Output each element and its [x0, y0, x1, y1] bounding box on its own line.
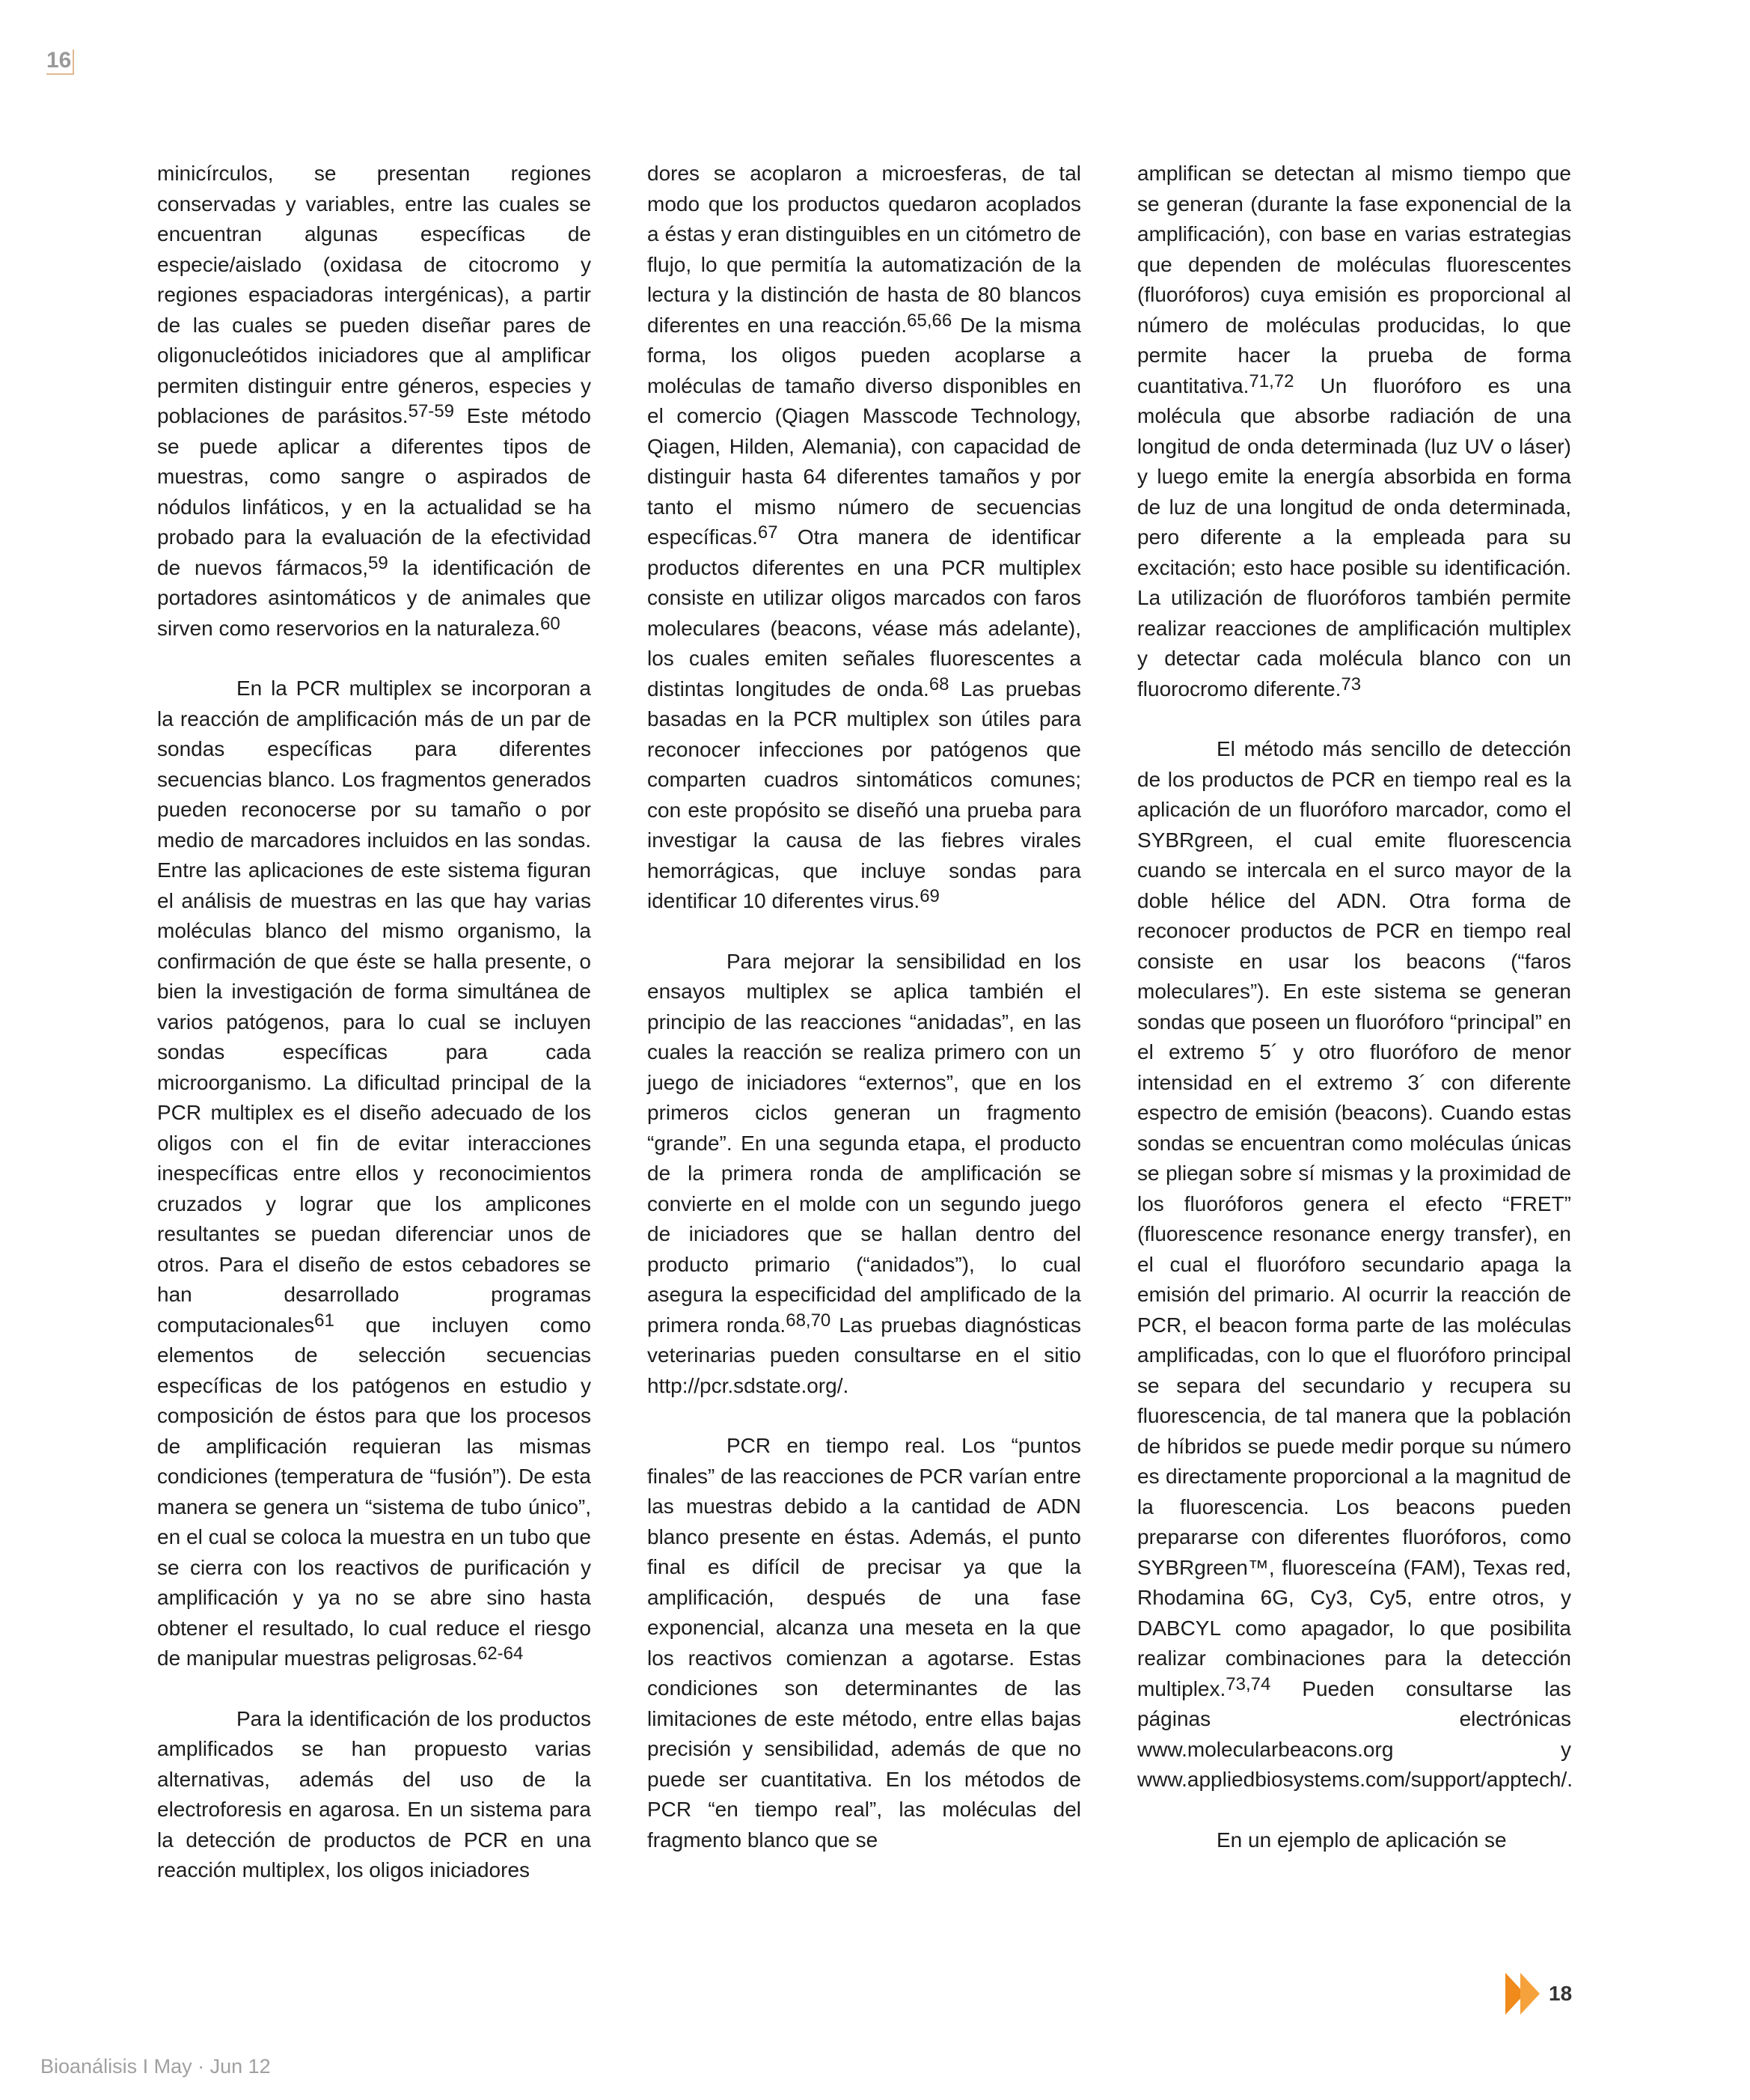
next-page-number: 18 [1549, 1982, 1573, 2005]
text-column-2 [647, 159, 1081, 1855]
citation-superscript: 73 [1341, 674, 1362, 695]
citation-superscript: 69 [920, 886, 940, 906]
footer-journal-issue: Bioanálisis I May · Jun 12 [40, 2055, 271, 2078]
citation-superscript: 59 [368, 552, 388, 573]
text-run: que incluyen como elementos de selección secuencias específicas de los patógenos en estudio y composición de éstos para que los procesos de amplificación requieran las mismas condiciones (temperatura de “fusión”). De esta manera se genera un “sistema de tubo único”, en el cual se coloca la muestra en un tubo que se cierra con los reactivos de purificación y amplificación y ya no se abre sino hasta obtener el resultado, lo cual reduce el riesgo de manipular muestras peligrosas. [157, 1313, 591, 1670]
citation-superscript: 65,66 [907, 310, 952, 331]
paragraph [647, 1431, 1081, 1855]
double-chevron-right-icon [1505, 1973, 1544, 2015]
paragraph [647, 159, 1081, 917]
citation-superscript: 73,74 [1226, 1673, 1271, 1694]
text-run: De la misma forma, los oligos pueden acoplarse a moléculas de tamaño diverso disponibles en el comercio (Qiagen Masscode Technology, Qiagen, Hilden, Alemania), con capacidad de distinguir hasta 64 diferentes tamaños y por tanto el mismo número de secuencias específicas. [647, 313, 1081, 549]
paragraph [157, 159, 591, 644]
text-run: Para la identificación de los productos amplificados se han propuesto varias alternativas, además del uso de la electroforesis en agarosa. En un sistema para la detección de productos de PCR en una reacción multiplex, los oligos iniciadores [157, 1706, 591, 1881]
text-run: Un fluoróforo es una molécula que absorbe radiación de una longitud de onda determinada (luz UV o láser) y luego emite la energía absorbida en forma de luz de una longitud de onda determinada, pero diferente a la empleada para su excitación; esto hace posible su identificación. La utilización de fluoróforos también permite realizar reacciones de amplificación multiplex y detectar cada molécula blanco con un fluorocromo diferente. [1137, 373, 1571, 700]
next-page-indicator[interactable] [1505, 1973, 1572, 2015]
text-run: El método más sencillo de detección de los productos de PCR en tiempo real es la aplicación de un fluoróforo marcador, como el SYBRgreen, el cual emite fluorescencia cuando se intercala en el surco mayor de la doble hélice del ADN. Otra forma de reconocer productos de PCR en tiempo real consiste en usar los beacons (“faros moleculares”). En este sistema se generan sondas que poseen un fluoróforo “principal” en el extremo 5´ y otro fluoróforo de menor intensidad en el extremo 3´ con diferente espectro de emisión (beacons). Cuando estas sondas se encuentran como moléculas únicas se pliegan sobre sí mismas y la proximidad de los fluoróforos genera el efecto “FRET” (fluorescence resonance energy transfer), en el cual el fluoróforo secundario apaga la emisión del primario. Al ocurrir la reacción de PCR, el beacon forma parte de las moléculas amplificadas, con lo que el fluoróforo principal se separa del secundario y recupera su fluorescencia, de tal manera que la población de híbridos se puede medir porque su número es directamente proporcional a la magnitud de la fluorescencia. Los beacons pueden prepararse con diferentes fluoróforos, como SYBRgreen™, fluoresceína (FAM), Texas red, Rhodamina 6G, Cy3, Cy5, entre otros, y DABCYL como apagador, lo que posibilita realizar combinaciones para la detección multiplex. [1137, 737, 1571, 1700]
text-run: Las pruebas basadas en la PCR multiplex son útiles para reconocer infecciones por patógenos que comparten cuadros sintomáticos comunes; con este propósito se diseñó una prueba para investigar la causa de las fiebres virales hemorrágicas, que incluye sondas para identificar 10 diferentes virus. [647, 677, 1081, 912]
paragraph [157, 1704, 591, 1886]
citation-superscript: 71,72 [1249, 370, 1294, 391]
paragraph [1137, 734, 1571, 1795]
citation-superscript: 68,70 [786, 1310, 831, 1331]
citation-superscript: 67 [757, 522, 778, 543]
text-run: En la PCR multiplex se incorporan a la reacción de amplificación más de un par de sondas específicas para diferentes secuencias blanco. Los fragmentos generados pueden reconocerse por su tamaño o por medio de marcadores incluidos en las sondas. Entre las aplicaciones de este sistema figuran el análisis de muestras en las que hay varias moléculas blanco del mismo organismo, la confirmación de que éste se halla presente, o bien la investigación de forma simultánea de varios patógenos, para lo cual se incluyen sondas específicas para cada microorganismo. La dificultad principal de la PCR multiplex es el diseño adecuado de los oligos con el fin de evitar interacciones inespecíficas entre ellos y reconocimientos cruzados y lograr que los amplicones resultantes se puedan diferenciar unos de otros. Para el diseño de estos cebadores se han desarrollado programas computacionales [157, 677, 591, 1337]
text-run: amplifican se detectan al mismo tiempo que se generan (durante la fase exponencial de la amplificación), con base en varias estrategias que dependen de moléculas fluorescentes (fluoróforos) cuya emisión es proporcional al número de moléculas producidas, lo que permite hacer la prueba de forma cuantitativa. [1137, 162, 1571, 397]
text-run: Este método se puede aplicar a diferentes tipos de muestras, como sangre o aspirados de nódulos linfáticos, y en la actualidad se ha probado para la evaluación de la efectividad de nuevos fármacos, [157, 404, 592, 579]
citation-superscript: 60 [540, 613, 560, 634]
paragraph [157, 674, 591, 1674]
text-run: PCR en tiempo real. Los “puntos finales” de las reacciones de PCR varían entre las muestras debido a la cantidad de ADN blanco presente en éstas. Además, el punto final es difícil de precisar ya que la amplificación, después de una fase exponencial, alcanza una meseta en la que los reactivos comienzan a agotarse. Estas condiciones son determinantes de las limitaciones de este método, entre ellas bajas precisión y sensibilidad, además de que no puede ser cuantitativa. En los métodos de PCR “en tiempo real”, las moléculas del fragmento blanco que se [647, 1434, 1081, 1852]
page-number: 16 [46, 49, 74, 75]
text-column-1 [157, 159, 591, 1886]
text-run: minicírculos, se presentan regiones conservadas y variables, entre las cuales se encuentran algunas específicas de especie/aislado (oxidasa de citocromo y regiones espaciadoras intergénicas), a partir de las cuales se pueden diseñar pares de oligonucleótidos iniciadores que al amplificar permiten distinguir entre géneros, especies y poblaciones de parásitos. [157, 162, 591, 427]
text-run: Las pruebas diagnósticas veterinarias pueden consultarse en el sitio http://pcr.sdstate.org/. [647, 1313, 1081, 1397]
citation-superscript: 61 [314, 1310, 334, 1331]
citation-superscript: 68 [928, 674, 949, 695]
citation-superscript: 57-59 [408, 401, 454, 421]
text-column-3 [1137, 159, 1571, 1855]
citation-superscript: 62-64 [477, 1643, 524, 1664]
text-run: la identificación de portadores asintomáticos y de animales que sirven como reservorios en la naturaleza. [157, 555, 592, 640]
paragraph [1137, 1825, 1571, 1856]
text-run: En un ejemplo de aplicación se [1217, 1828, 1507, 1852]
text-run: Pueden consultarse las páginas electrónicas www.molecularbeacons.org y www.appliedbiosystems.com/support/apptech/. [1137, 1676, 1573, 1791]
text-run: Para mejorar la sensibilidad en los ensayos multiplex se aplica también el principio de las reacciones “anidadas”, en las cuales la reacción se realiza primero con un juego de iniciadores “externos”, que en los primeros ciclos generan un fragmento “grande”. En una segunda etapa, el producto de la primera ronda de amplificación se convierte en el molde con un segundo juego de iniciadores que se hallan dentro del producto primario (“anidados”), lo cual asegura la especificidad del amplificado de la primera ronda. [647, 949, 1081, 1337]
text-run: Otra manera de identificar productos diferentes en una PCR multiplex consiste en utilizar oligos marcados con faros moleculares (beacons, véase más adelante), los cuales emiten señales fluorescentes a distintas longitudes de onda. [647, 525, 1081, 700]
text-run: dores se acoplaron a microesferas, de tal modo que los productos quedaron acoplados a éstas y eran distinguibles en un citómetro de flujo, lo que permitía la automatización de la lectura y la distinción de hasta de 80 blancos diferentes en una reacción. [647, 162, 1081, 337]
paragraph [647, 947, 1081, 1402]
paragraph [1137, 159, 1571, 704]
